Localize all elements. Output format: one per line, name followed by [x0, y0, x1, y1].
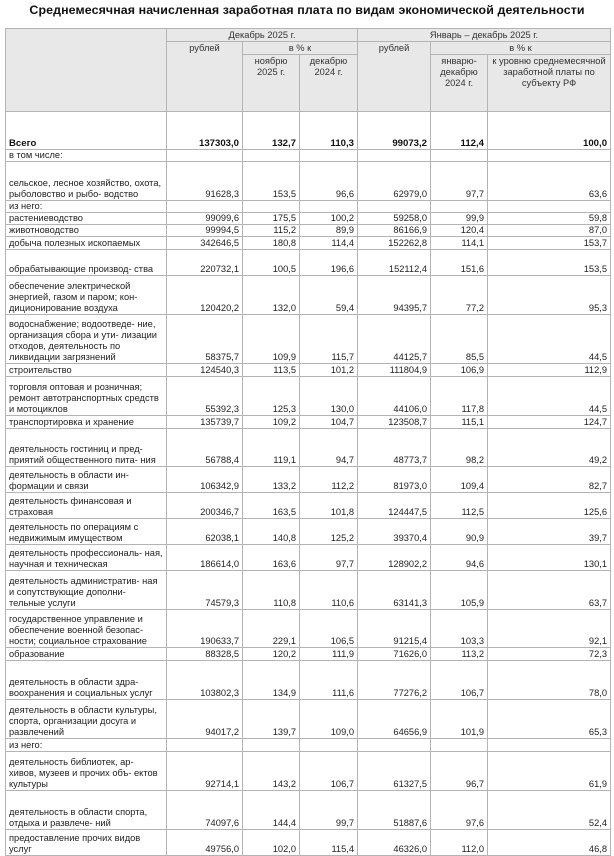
dec-rub: 124540,3	[167, 364, 243, 377]
year-pct: 109,4	[431, 467, 488, 493]
row-name: торговля оптовая и розничная; ремонт автотранспортных средств и мотоциклов	[6, 377, 167, 416]
table-row	[6, 519, 611, 545]
header-period-december: Декабрь 2025 г.	[167, 29, 358, 42]
dec-nov-pct: 109,9	[243, 315, 300, 364]
dec-rub: 120420,2	[167, 276, 243, 315]
dec-rub: 190633,7	[167, 610, 243, 648]
year-subject-pct: 153,5	[488, 250, 611, 276]
dec-rub: 94017,2	[167, 700, 243, 739]
dec-rub: 49756,0	[167, 830, 243, 856]
dec-dec-pct: 111,9	[300, 648, 358, 661]
dec-dec-pct: 196,6	[300, 250, 358, 276]
table-row	[6, 493, 611, 519]
dec-nov-pct: 144,4	[243, 791, 300, 830]
dec-nov-pct: 139,7	[243, 700, 300, 739]
year-rub: 152262,8	[358, 237, 431, 250]
row-name: из него:	[6, 201, 167, 213]
row-name: обеспечение электрической энергией, газом и паром; кон- диционирование воздуха	[6, 276, 167, 315]
table-row-label	[6, 150, 611, 162]
year-pct: 85,5	[431, 315, 488, 364]
dec-nov-pct: 143,2	[243, 752, 300, 791]
row-name: деятельность по операциям с недвижимым имуществом	[6, 519, 167, 545]
row-name: растениеводство	[6, 213, 167, 225]
dec-dec-pct: 111,6	[300, 661, 358, 700]
dec-dec-pct: 115,4	[300, 830, 358, 856]
dec-nov-pct: 132,0	[243, 276, 300, 315]
year-rub: 91215,4	[358, 610, 431, 648]
table-row	[6, 237, 611, 250]
year-subject-pct: 44,5	[488, 377, 611, 416]
dec-nov-pct: 140,8	[243, 519, 300, 545]
year-pct: 94,6	[431, 545, 488, 571]
table-row	[6, 752, 611, 791]
dec-rub: 220732,1	[167, 250, 243, 276]
header-period-year: Январь – декабрь 2025 г.	[358, 29, 611, 42]
dec-dec-pct: 100,2	[300, 213, 358, 225]
year-pct: 101,9	[431, 700, 488, 739]
table-row	[6, 661, 611, 700]
year-pct: 99,9	[431, 213, 488, 225]
dec-dec-pct: 109,0	[300, 700, 358, 739]
table-row	[6, 162, 611, 201]
dec-nov-pct: 115,2	[243, 225, 300, 237]
year-subject-pct: 61,9	[488, 752, 611, 791]
dec-rub: 106342,9	[167, 467, 243, 493]
dec-dec-pct: 114,4	[300, 237, 358, 250]
year-rub: 63141,3	[358, 571, 431, 610]
year-pct: 106,7	[431, 661, 488, 700]
year-subject-pct: 112,9	[488, 364, 611, 377]
table-row	[6, 545, 611, 571]
dec-dec-pct: 125,2	[300, 519, 358, 545]
dec-rub: 103802,3	[167, 661, 243, 700]
table-row	[6, 416, 611, 429]
dec-nov-pct: 163,5	[243, 493, 300, 519]
dec-rub: 88328,5	[167, 648, 243, 661]
row-name: водоснабжение; водоотведе- ние, организация сбора и ути- лизации отходов, деятельность по ликвидации загрязнений	[6, 315, 167, 364]
header-jan-dec-2024: январю-декабрю 2024 г.	[431, 55, 488, 112]
year-subject-pct: 52,4	[488, 791, 611, 830]
year-subject-pct: 100,0	[488, 112, 611, 150]
dec-dec-pct: 130,0	[300, 377, 358, 416]
header-nov-2025: ноябрю 2025 г.	[243, 55, 300, 112]
row-name: Всего	[6, 112, 167, 150]
dec-nov-pct: 229,1	[243, 610, 300, 648]
year-rub: 81973,0	[358, 467, 431, 493]
row-name: в том числе:	[6, 150, 167, 162]
year-subject-pct: 63,7	[488, 571, 611, 610]
dec-rub: 137303,0	[167, 112, 243, 150]
year-rub: 94395,7	[358, 276, 431, 315]
dec-dec-pct: 89,9	[300, 225, 358, 237]
year-pct: 112,4	[431, 112, 488, 150]
year-rub: 86166,9	[358, 225, 431, 237]
dec-dec-pct: 94,7	[300, 429, 358, 467]
dec-rub: 99099,6	[167, 213, 243, 225]
year-subject-pct: 124,7	[488, 416, 611, 429]
dec-nov-pct: 153,5	[243, 162, 300, 201]
table-row-label	[6, 739, 611, 752]
table-row-total	[6, 112, 611, 150]
row-name: строительство	[6, 364, 167, 377]
table-row-label	[6, 201, 611, 213]
row-name: деятельность в области здра- воохранения и социальных услуг	[6, 661, 167, 700]
dec-nov-pct: 102,0	[243, 830, 300, 856]
year-rub: 61327,5	[358, 752, 431, 791]
year-rub: 44106,0	[358, 377, 431, 416]
dec-nov-pct: 109,2	[243, 416, 300, 429]
table-row	[6, 213, 611, 225]
dec-rub: 62038,1	[167, 519, 243, 545]
dec-dec-pct: 106,7	[300, 752, 358, 791]
dec-dec-pct: 59,4	[300, 276, 358, 315]
year-pct: 120,4	[431, 225, 488, 237]
year-pct: 113,2	[431, 648, 488, 661]
dec-nov-pct: 119,1	[243, 429, 300, 467]
year-pct: 114,1	[431, 237, 488, 250]
dec-rub: 186614,0	[167, 545, 243, 571]
table-row	[6, 648, 611, 661]
table-row	[6, 315, 611, 364]
year-pct: 98,2	[431, 429, 488, 467]
year-pct: 105,9	[431, 571, 488, 610]
table-row	[6, 364, 611, 377]
dec-rub: 58375,7	[167, 315, 243, 364]
year-subject-pct: 78,0	[488, 661, 611, 700]
year-subject-pct: 63,6	[488, 162, 611, 201]
dec-dec-pct: 99,7	[300, 791, 358, 830]
dec-nov-pct: 163,6	[243, 545, 300, 571]
year-rub: 46326,0	[358, 830, 431, 856]
dec-rub: 91628,3	[167, 162, 243, 201]
year-pct: 117,8	[431, 377, 488, 416]
dec-dec-pct: 106,5	[300, 610, 358, 648]
row-name: государственное управление и обеспечение военной безопас- ности; социальное страхование	[6, 610, 167, 648]
table-row	[6, 250, 611, 276]
dec-nov-pct: 110,8	[243, 571, 300, 610]
dec-rub: 92714,1	[167, 752, 243, 791]
dec-rub: 342646,5	[167, 237, 243, 250]
dec-rub: 74579,3	[167, 571, 243, 610]
row-name: животноводство	[6, 225, 167, 237]
page-title: Среднемесячная начисленная заработная плата по видам экономической деятельности	[29, 3, 585, 17]
row-name: деятельность в области ин- формации и связи	[6, 467, 167, 493]
dec-dec-pct: 101,8	[300, 493, 358, 519]
dec-rub: 56788,4	[167, 429, 243, 467]
header-blank-cell	[6, 29, 167, 112]
dec-rub: 200346,7	[167, 493, 243, 519]
header-pct-december: в % к	[243, 42, 358, 55]
year-rub: 123508,7	[358, 416, 431, 429]
year-rub: 99073,2	[358, 112, 431, 150]
table-row	[6, 225, 611, 237]
table-row	[6, 467, 611, 493]
year-rub: 39370,4	[358, 519, 431, 545]
row-name: добыча полезных ископаемых	[6, 237, 167, 250]
row-name: деятельность в области культуры, спорта, организации досуга и развлечений	[6, 700, 167, 739]
dec-dec-pct: 110,6	[300, 571, 358, 610]
table-row	[6, 429, 611, 467]
table-row	[6, 700, 611, 739]
table-row	[6, 830, 611, 856]
wage-table	[5, 28, 611, 856]
year-pct: 77,2	[431, 276, 488, 315]
row-name: деятельность административ- ная и сопутствующие дополни- тельные услуги	[6, 571, 167, 610]
header-dec-2024: декабрю 2024 г.	[300, 55, 358, 112]
table-body	[6, 112, 611, 856]
table-row	[6, 377, 611, 416]
year-subject-pct: 125,6	[488, 493, 611, 519]
year-pct: 112,5	[431, 493, 488, 519]
year-subject-pct: 92,1	[488, 610, 611, 648]
year-pct: 97,7	[431, 162, 488, 201]
year-rub: 59258,0	[358, 213, 431, 225]
row-name: предоставление прочих видов услуг	[6, 830, 167, 856]
dec-nov-pct: 180,8	[243, 237, 300, 250]
row-name: образование	[6, 648, 167, 661]
year-rub: 64656,9	[358, 700, 431, 739]
year-rub: 44125,7	[358, 315, 431, 364]
table-row	[6, 276, 611, 315]
year-pct: 112,0	[431, 830, 488, 856]
year-pct: 115,1	[431, 416, 488, 429]
dec-nov-pct: 100,5	[243, 250, 300, 276]
dec-nov-pct: 125,3	[243, 377, 300, 416]
header-pct-year: в % к	[431, 42, 611, 55]
year-subject-pct: 82,7	[488, 467, 611, 493]
dec-rub: 74097,6	[167, 791, 243, 830]
year-rub: 111804,9	[358, 364, 431, 377]
year-pct: 96,7	[431, 752, 488, 791]
dec-dec-pct: 112,2	[300, 467, 358, 493]
dec-dec-pct: 101,2	[300, 364, 358, 377]
dec-nov-pct: 120,2	[243, 648, 300, 661]
year-subject-pct: 44,5	[488, 315, 611, 364]
year-rub: 48773,7	[358, 429, 431, 467]
dec-dec-pct: 115,7	[300, 315, 358, 364]
row-name: деятельность библиотек, ар- хивов, музеев и прочих объ- ектов культуры	[6, 752, 167, 791]
year-rub: 152112,4	[358, 250, 431, 276]
year-subject-pct: 39,7	[488, 519, 611, 545]
year-subject-pct: 59,8	[488, 213, 611, 225]
dec-dec-pct: 104,7	[300, 416, 358, 429]
dec-nov-pct: 132,7	[243, 112, 300, 150]
year-rub: 71626,0	[358, 648, 431, 661]
dec-nov-pct: 134,9	[243, 661, 300, 700]
dec-nov-pct: 175,5	[243, 213, 300, 225]
year-subject-pct: 95,3	[488, 276, 611, 315]
year-pct: 97,6	[431, 791, 488, 830]
row-name: деятельность гостиниц и пред- приятий общественного пита- ния	[6, 429, 167, 467]
dec-nov-pct: 113,5	[243, 364, 300, 377]
row-name: деятельность в области спорта, отдыха и развлече- ний	[6, 791, 167, 830]
row-name: обрабатывающие производ- ства	[6, 250, 167, 276]
year-pct: 103,3	[431, 610, 488, 648]
dec-dec-pct: 97,7	[300, 545, 358, 571]
dec-rub: 55392,3	[167, 377, 243, 416]
header-subject-level: к уровню среднемесячной заработной платы по субъекту РФ	[488, 55, 611, 112]
year-subject-pct: 65,3	[488, 700, 611, 739]
dec-rub: 135739,7	[167, 416, 243, 429]
year-subject-pct: 49,2	[488, 429, 611, 467]
dec-nov-pct: 133,2	[243, 467, 300, 493]
year-rub: 77276,2	[358, 661, 431, 700]
year-subject-pct: 153,7	[488, 237, 611, 250]
table-row	[6, 610, 611, 648]
year-subject-pct: 130,1	[488, 545, 611, 571]
year-rub: 51887,6	[358, 791, 431, 830]
dec-dec-pct: 110,3	[300, 112, 358, 150]
year-pct: 106,9	[431, 364, 488, 377]
table-row	[6, 791, 611, 830]
row-name: сельское, лесное хозяйство, охота, рыболовство и рыбо- водство	[6, 162, 167, 201]
dec-dec-pct: 96,6	[300, 162, 358, 201]
row-name: транспортировка и хранение	[6, 416, 167, 429]
row-name: из него:	[6, 739, 167, 752]
header-rub-december: рублей	[167, 42, 243, 112]
year-rub: 124447,5	[358, 493, 431, 519]
year-subject-pct: 46,8	[488, 830, 611, 856]
year-subject-pct: 72,3	[488, 648, 611, 661]
header-rub-year: рублей	[358, 42, 431, 112]
row-name: деятельность профессиональ- ная, научная и техническая	[6, 545, 167, 571]
year-pct: 90,9	[431, 519, 488, 545]
row-name: деятельность финансовая и страховая	[6, 493, 167, 519]
year-pct: 151,6	[431, 250, 488, 276]
dec-rub: 99994,5	[167, 225, 243, 237]
year-rub: 128902,2	[358, 545, 431, 571]
year-rub: 62979,0	[358, 162, 431, 201]
table-row	[6, 571, 611, 610]
year-subject-pct: 87,0	[488, 225, 611, 237]
